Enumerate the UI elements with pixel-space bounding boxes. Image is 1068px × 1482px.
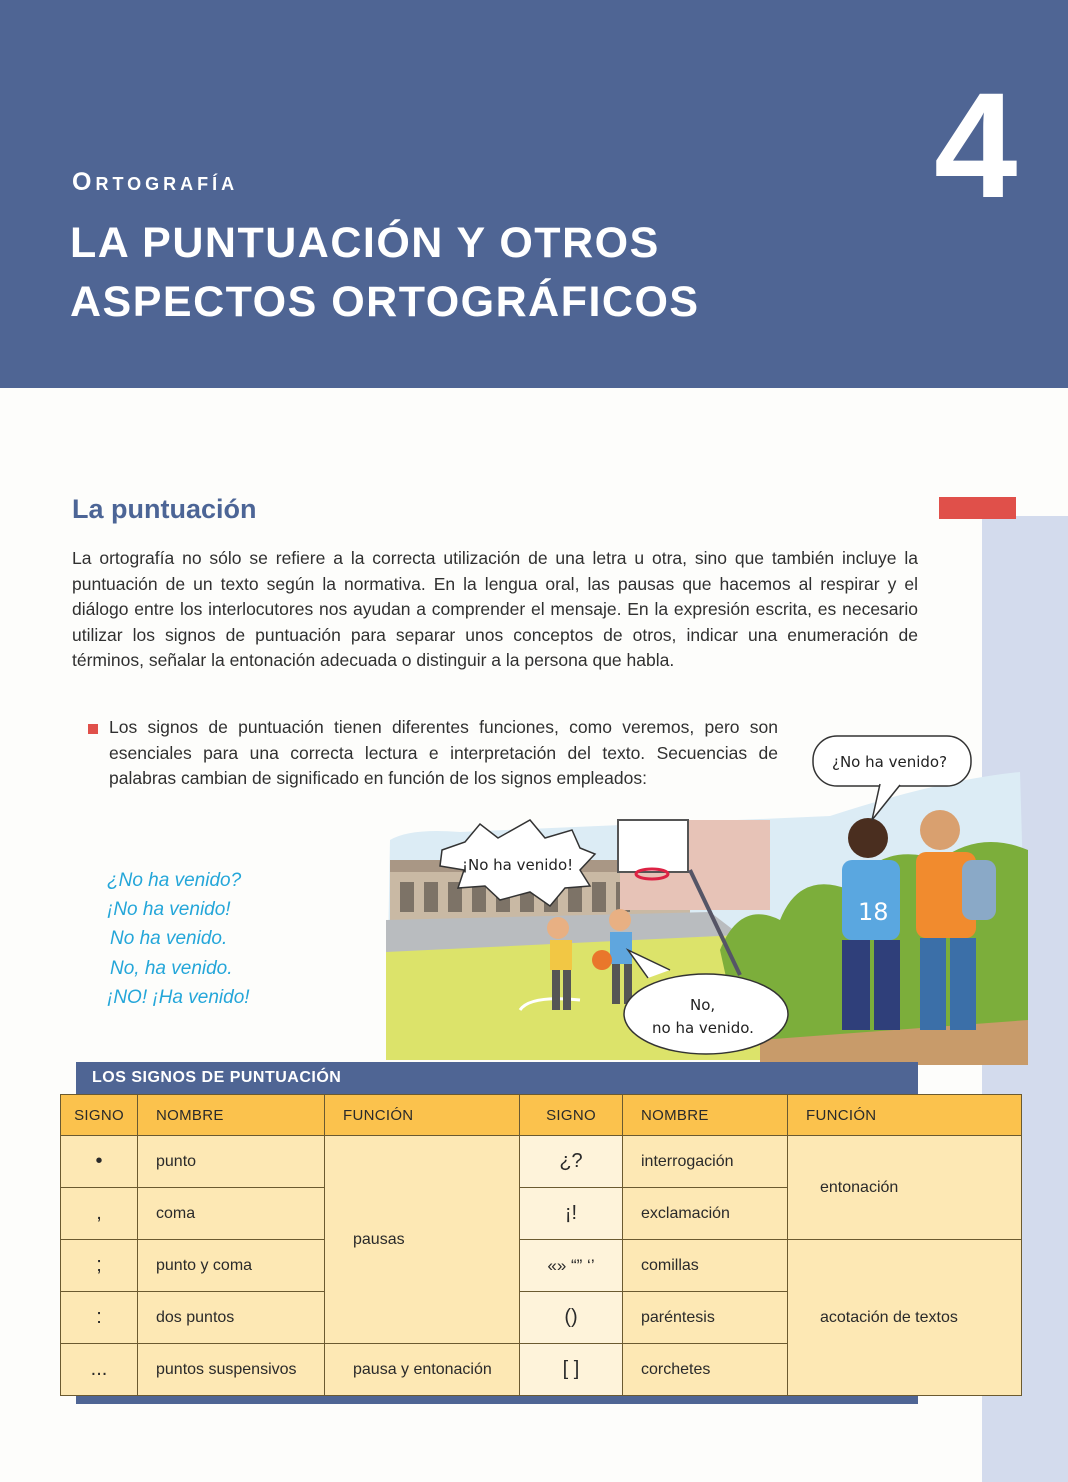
example-item: No ha venido.: [110, 928, 228, 950]
example-item: ¡NO! ¡Ha venido!: [107, 986, 250, 1008]
chapter-number: 4: [934, 61, 1018, 229]
sign-cell: ,: [61, 1188, 138, 1240]
name-cell: paréntesis: [623, 1292, 788, 1344]
header-funcion-right: FUNCIÓN: [788, 1095, 1022, 1136]
backboard: [618, 820, 688, 872]
name-cell: corchetes: [623, 1344, 788, 1396]
function-cell-entonacion: entonación: [788, 1136, 1022, 1240]
sign-cell: (): [520, 1292, 623, 1344]
examples-list: [107, 866, 250, 1012]
name-cell: coma: [138, 1188, 325, 1240]
name-cell: interrogación: [623, 1136, 788, 1188]
name-cell: dos puntos: [138, 1292, 325, 1344]
table-header-row: [61, 1095, 1022, 1136]
name-cell: puntos suspensivos: [138, 1344, 325, 1396]
bullet-text: Los signos de puntuación tienen diferentes funciones, como veremos, pero son esenciales para una correcta lectura e interpretación del texto. Secuencias de palabras cambian de significado en función de los signos empleados:: [109, 717, 778, 788]
sign-cell: ...: [61, 1344, 138, 1396]
sign-cell: :: [61, 1292, 138, 1344]
intro-paragraph: La ortografía no sólo se refiere a la correcta utilización de una letra u otra, sino que también incluye la puntuación de un texto según la normativa. En la lengua oral, las pausas que hacemos al respirar y el diálogo entre los interlocutores nos ayudan a comprender el mensaje. En la expresión escrita, es necesario utilizar los signos de puntuación para separar unos conceptos de otros, indicar una enumeración de términos, señalar la entonación adecuada o distinguir a la persona que habla.: [72, 548, 918, 670]
section-red-tab: [939, 497, 1016, 519]
jersey-number: 18: [858, 898, 889, 926]
name-cell: exclamación: [623, 1188, 788, 1240]
chapter-title-line-2: ASPECTOS ORTOGRÁFICOS: [70, 278, 700, 326]
function-cell-acotacion: acotación de textos: [788, 1240, 1022, 1396]
function-cell-pausa-entonacion: pausa y entonación: [325, 1344, 520, 1396]
example-item: ¿No ha venido?: [107, 870, 242, 891]
name-cell: punto y coma: [138, 1240, 325, 1292]
chapter-header-band: [0, 0, 1068, 388]
section-heading: La puntuación: [72, 494, 257, 524]
sign-cell: [ ]: [520, 1344, 623, 1396]
table-title: LOS SIGNOS DE PUNTUACIÓN: [92, 1069, 342, 1086]
table-row: [61, 1136, 1022, 1188]
basketball-illustration: [380, 720, 1030, 1072]
bubble-exclaim-text: ¡No ha venido!: [462, 856, 574, 874]
bullet-square-icon: [88, 724, 98, 734]
sign-cell: •: [61, 1136, 138, 1188]
punctuation-table: [60, 1094, 1022, 1396]
example-item: ¡No ha venido!: [107, 899, 231, 921]
function-cell-pausas: pausas: [325, 1136, 520, 1344]
header-signo-right: SIGNO: [520, 1095, 623, 1136]
example-item: No, ha venido.: [110, 957, 233, 979]
header-funcion-left: FUNCIÓN: [325, 1095, 520, 1136]
chapter-kicker: Ortografía: [72, 168, 239, 196]
bubble-answer-line-1: No,: [690, 996, 716, 1014]
name-cell: punto: [138, 1136, 325, 1188]
bubble-question-text: ¿No ha venido?: [832, 753, 948, 771]
header-signo-left: SIGNO: [61, 1095, 138, 1136]
table-title-bar: [76, 1062, 918, 1096]
header-nombre-left: NOMBRE: [138, 1095, 325, 1136]
sign-cell: «» “” ‘’: [520, 1240, 623, 1292]
header-nombre-right: NOMBRE: [623, 1095, 788, 1136]
table-row: [61, 1240, 1022, 1292]
chapter-title-line-1: LA PUNTUACIÓN Y OTROS: [70, 219, 660, 267]
chapter-title: [70, 214, 700, 332]
name-cell: comillas: [623, 1240, 788, 1292]
sign-cell: ¿?: [520, 1136, 623, 1188]
sign-cell: ;: [61, 1240, 138, 1292]
sign-cell: ¡!: [520, 1188, 623, 1240]
bubble-answer-line-2: no ha venido.: [652, 1019, 754, 1037]
